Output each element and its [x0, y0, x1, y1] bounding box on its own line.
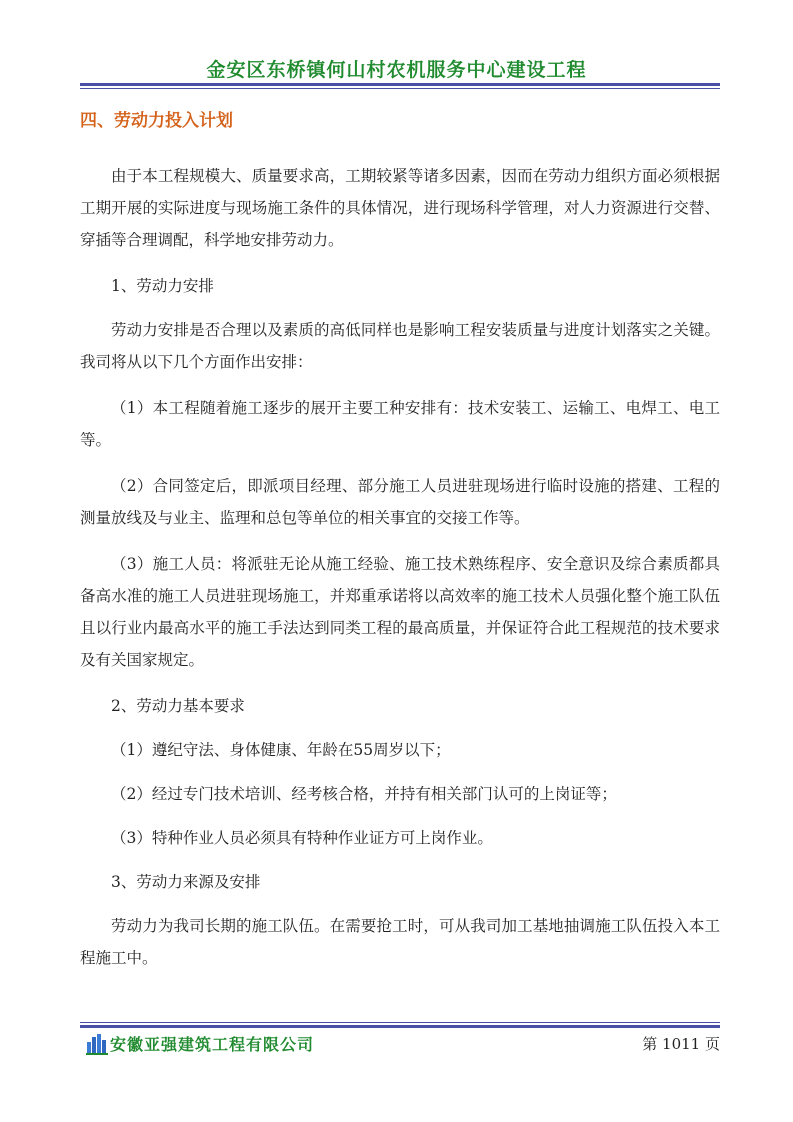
body-content	[80, 160, 720, 988]
paragraph-arrangement: 劳动力安排是否合理以及素质的高低同样也是影响工程安装质量与进度计划落实之关键。我司将从以下几个方面作出安排：	[80, 321, 720, 371]
paragraph-item-3: （3）施工人员：将派驻无论从施工经验、施工技术熟练程序、安全意识及综合素质都具备高水准的施工人员进驻现场施工，并郑重承诺将以高效率的施工技术人员强化整个施工队伍且以行业内最高水平的施工手法达到同类工程的最高质量，并保证符合此工程规范的技术要求及有关国家规定。	[80, 555, 720, 669]
footer-rule-thick	[80, 1025, 720, 1028]
section-heading: 四、劳动力投入计划	[80, 111, 233, 131]
paragraph-item-1: （1）本工程随着施工逐步的展开主要工种安排有：技术安装工、运输工、电焊工、电工等。	[80, 399, 720, 449]
paragraph-intro: 由于本工程规模大、质量要求高，工期较紧等诸多因素，因而在劳动力组织方面必须根据工期开展的实际进度与现场施工条件的具体情况，进行现场科学管理，对人力资源进行交替、穿插等合理调配，科学地安排劳动力。	[80, 167, 720, 249]
paragraph-requirement-2: （2）经过专门技术培训、经考核合格，并持有相关部门认可的上岗证等；	[111, 785, 617, 803]
paragraph-item-2: （2）合同签定后，即派项目经理、部分施工人员进驻现场进行临时设施的搭建、工程的测量放线及与业主、监理和总包等单位的相关事宜的交接工作等。	[80, 477, 720, 527]
header-rule-thick	[80, 83, 720, 86]
footer-rule-thin	[80, 1022, 720, 1023]
paragraph-requirement-1: （1）遵纪守法、身体健康、年龄在55周岁以下；	[111, 741, 451, 759]
company-building-icon	[86, 1033, 108, 1055]
paragraph-labor-source: 劳动力为我司长期的施工队伍。在需要抢工时，可从我司加工基地抽调施工队伍投入本工程施工中。	[80, 917, 720, 967]
footer-company-name: 安徽亚强建筑工程有限公司	[110, 1035, 315, 1054]
subheading-labor-arrangement: 1、劳动力安排	[111, 277, 214, 295]
subheading-labor-source: 3、劳动力来源及安排	[111, 873, 261, 891]
paragraph-requirement-3: （3）特种作业人员必须具有特种作业证方可上岗作业。	[111, 829, 493, 847]
footer-page-number: 第 1011 页	[642, 1035, 720, 1053]
document-header-title: 金安区东桥镇何山村农机服务中心建设工程	[206, 59, 587, 81]
subheading-basic-requirements: 2、劳动力基本要求	[111, 697, 245, 715]
header-rule-thin	[80, 88, 720, 89]
